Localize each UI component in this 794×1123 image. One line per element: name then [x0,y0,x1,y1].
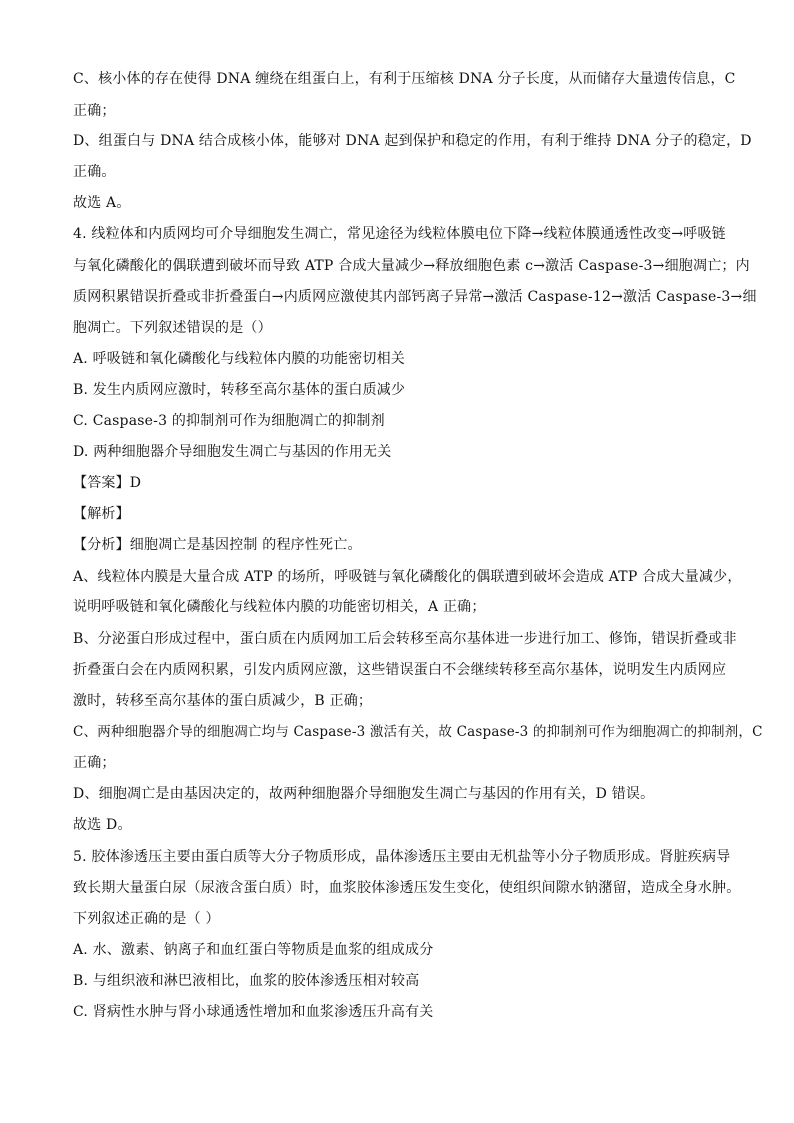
analysis-line: 激时，转移至高尔基体的蛋白质减少，B 正确； [73,693,373,709]
text-line: 正确； [73,103,116,119]
answer: 【答案】D [73,475,142,491]
analysis-line: 故选 D。 [73,817,132,833]
analysis-line: 【分析】细胞凋亡是基因控制 的程序性死亡。 [73,537,362,553]
question-4-stem: 质网积累错误折叠或非折叠蛋白→内质网应激使其内部钙离子异常→激活 Caspase-12→激活 Caspase-3→细 [73,289,757,305]
analysis-line: D、细胞凋亡是由基因决定的，故两种细胞器介导细胞发生凋亡与基因的作用有关，D 错误。 [73,786,655,802]
analysis-line: B、分泌蛋白形成过程中，蛋白质在内质网加工后会转移至高尔基体进一步进行加工、修饰，错误折叠或非 [73,631,737,647]
option-b: B. 与组织液和淋巴液相比，血浆的胶体渗透压相对较高 [73,973,420,989]
option-c: C. Caspase-3 的抑制剂可作为细胞凋亡的抑制剂 [73,413,385,429]
analysis-heading: 【解析】 [73,506,130,522]
text-line: 故选 A。 [73,195,131,211]
question-5-stem: 致长期大量蛋白尿（尿液含蛋白质）时，血浆胶体渗透压发生变化，使组织间隙水钠潴留，造成全身水肿。 [73,880,741,896]
option-a: A. 呼吸链和氧化磷酸化与线粒体内膜的功能密切相关 [73,351,406,367]
analysis-line: 正确； [73,755,116,771]
text-line: 正确。 [73,164,116,180]
analysis-line: A、线粒体内膜是大量合成 ATP 的场所，呼吸链与氧化磷酸化的偶联遭到破坏会造成 ATP 合成大量减少， [73,569,742,585]
question-5-stem: 5. 胶体渗透压主要由蛋白质等大分子物质形成，晶体渗透压主要由无机盐等小分子物质形成。肾脏疾病导 [73,849,731,865]
option-a: A. 水、激素、钠离子和血红蛋白等物质是血浆的组成成分 [73,942,434,958]
question-4-stem: 4. 线粒体和内质网均可介导细胞发生凋亡，常见途径为线粒体膜电位下降→线粒体膜通透性改变→呼吸链 [73,226,726,242]
analysis-line: C、两种细胞器介导的细胞凋亡均与 Caspase-3 激活有关，故 Caspase-3 的抑制剂可作为细胞凋亡的抑制剂，C [73,724,763,740]
text-line: D、组蛋白与 DNA 结合成核小体，能够对 DNA 起到保护和稳定的作用，有利于维持 DNA 分子的稳定，D [73,133,752,149]
analysis-line: 折叠蛋白会在内质网积累，引发内质网应激，这些错误蛋白不会继续转移至高尔基体，说明发生内质网应 [73,662,727,678]
analysis-line: 说明呼吸链和氧化磷酸化与线粒体内膜的功能密切相关，A 正确； [73,599,486,615]
question-4-stem: 胞凋亡。下列叙述错误的是（） [73,320,272,336]
text-line: C、核小体的存在使得 DNA 缠绕在组蛋白上，有利于压缩核 DNA 分子长度，从而储存大量遗传信息，C [73,71,736,87]
question-5-stem: 下列叙述正确的是（ ） [73,911,220,927]
option-b: B. 发生内质网应激时，转移至高尔基体的蛋白质减少 [73,382,406,398]
option-d: D. 两种细胞器介导细胞发生凋亡与基因的作用无关 [73,444,392,460]
question-4-stem: 与氧化磷酸化的偶联遭到破坏而导致 ATP 合成大量减少→释放细胞色素 c→激活 Caspase-3→细胞凋亡；内 [73,258,750,274]
option-c: C. 肾病性水肿与肾小球通透性增加和血浆渗透压升高有关 [73,1004,434,1020]
